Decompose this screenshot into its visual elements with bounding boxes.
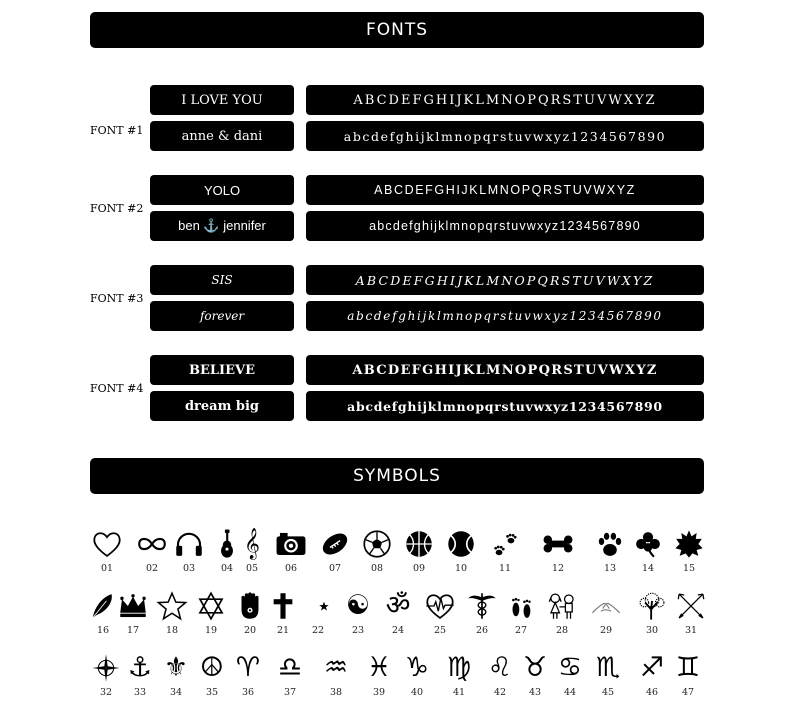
crown-icon (113, 590, 153, 622)
symbol-number: 09 (412, 563, 426, 574)
symbol-13 (590, 528, 630, 574)
symbol-40 (397, 652, 437, 698)
symbol-number: 38 (329, 687, 343, 698)
symbol-43 (515, 652, 555, 698)
symbol-07 (315, 528, 355, 574)
symbol-number: 07 (328, 563, 342, 574)
symbol-number: 30 (645, 625, 659, 636)
gemini-icon: ♊ (675, 652, 701, 683)
font-3-label: FONT #3 (90, 292, 144, 305)
crescent-star-icon (298, 590, 338, 622)
paw-prints-icon (485, 528, 525, 560)
symbol-25 (420, 590, 460, 636)
cancer-icon: ♋ (557, 652, 583, 683)
fonts-banner: FONTS (90, 12, 704, 48)
capricorn-icon: ♑ (404, 652, 430, 683)
symbol-02 (132, 528, 172, 574)
symbol-23 (338, 590, 378, 636)
font-3-uppercase-alphabet: ABCDEFGHIJKLMNOPQRSTUVWXYZ (306, 265, 704, 295)
font-2-sample-upper: YOLO (150, 175, 294, 205)
symbol-number: 11 (498, 563, 512, 574)
font-1-sample-lower: anne & dani (150, 121, 294, 151)
symbol-number: 22 (311, 625, 325, 636)
symbol-36 (228, 652, 268, 698)
symbol-number: 10 (454, 563, 468, 574)
leo-icon: ♌ (487, 652, 513, 683)
yin-yang-icon: ☯ (345, 590, 371, 621)
aries-icon: ♈ (235, 652, 261, 683)
caduceus-icon (462, 590, 502, 622)
symbol-number: 42 (493, 687, 507, 698)
soccer-ball-icon (357, 528, 397, 560)
basketball-icon (399, 528, 439, 560)
cross-icon (263, 590, 303, 622)
pisces-icon: ♓ (366, 652, 392, 683)
tennis-ball-icon (441, 528, 481, 560)
symbol-12 (538, 528, 578, 574)
symbol-number: 32 (99, 687, 113, 698)
treble-clef-icon: 𝄞 (244, 528, 260, 559)
symbol-03 (169, 528, 209, 574)
font-3-sample-lower: forever (150, 301, 294, 331)
font-2-lowercase-alphabet: abcdefghijklmnopqrstuvwxyz1234567890 (306, 211, 704, 241)
symbol-number: 41 (452, 687, 466, 698)
om-icon: ॐ (385, 590, 411, 621)
headphones-icon (169, 528, 209, 560)
symbol-number: 15 (682, 563, 696, 574)
symbol-38 (316, 652, 356, 698)
symbol-number: 17 (126, 625, 140, 636)
symbol-number: 29 (599, 625, 613, 636)
symbols-banner: SYMBOLS (90, 458, 704, 494)
symbol-number: 36 (241, 687, 255, 698)
symbol-number: 44 (563, 687, 577, 698)
font-1-label: FONT #1 (90, 124, 144, 137)
symbol-number: 16 (96, 625, 110, 636)
symbol-41 (439, 652, 479, 698)
font-1-lowercase-alphabet: abcdefghijklmnopqrstuvwxyz1234567890 (306, 121, 704, 151)
symbol-26 (462, 590, 502, 636)
heartbeat-icon (420, 590, 460, 622)
pinky-promise-icon (586, 590, 626, 622)
symbol-42 (480, 652, 520, 698)
symbol-number: 19 (204, 625, 218, 636)
symbol-number: 25 (433, 625, 447, 636)
symbol-number: 45 (601, 687, 615, 698)
symbol-number: 21 (276, 625, 290, 636)
symbol-45 (588, 652, 628, 698)
football-icon (315, 528, 355, 560)
symbol-number: 18 (165, 625, 179, 636)
symbol-number: 01 (100, 563, 114, 574)
symbol-34 (156, 652, 196, 698)
symbol-number: 33 (133, 687, 147, 698)
font-4-uppercase-alphabet: ABCDEFGHIJKLMNOPQRSTUVWXYZ (306, 355, 704, 385)
symbol-11 (485, 528, 525, 574)
symbol-05 (232, 528, 272, 574)
symbol-number: 05 (245, 563, 259, 574)
symbol-09 (399, 528, 439, 574)
footprints-icon (501, 590, 541, 622)
symbol-29 (586, 590, 626, 636)
symbol-08 (357, 528, 397, 574)
tree-icon (632, 590, 672, 622)
symbol-number: 31 (684, 625, 698, 636)
symbol-35 (192, 652, 232, 698)
symbol-33 (120, 652, 160, 698)
symbol-44 (550, 652, 590, 698)
symbol-number: 46 (645, 687, 659, 698)
font-3-lowercase-alphabet: abcdefghijklmnopqrstuvwxyz1234567890 (306, 301, 704, 331)
symbol-number: 12 (551, 563, 565, 574)
font-1-sample-upper: I LOVE YOU (150, 85, 294, 115)
symbol-number: 39 (372, 687, 386, 698)
font-4-lowercase-alphabet: abcdefghijklmnopqrstuvwxyz1234567890 (306, 391, 704, 421)
symbol-10 (441, 528, 481, 574)
symbol-31 (671, 590, 711, 636)
symbol-17 (113, 590, 153, 636)
symbol-30 (632, 590, 672, 636)
infinity-icon (132, 528, 172, 560)
symbol-number: 40 (410, 687, 424, 698)
fleur-de-lis-icon: ⚜ (163, 652, 189, 683)
font-3-sample-upper: SIS (150, 265, 294, 295)
virgo-icon: ♍ (446, 652, 472, 683)
sagittarius-icon: ♐ (639, 652, 665, 683)
symbol-number: 35 (205, 687, 219, 698)
symbol-number: 23 (351, 625, 365, 636)
symbol-number: 28 (555, 625, 569, 636)
shamrock-icon (628, 528, 668, 560)
symbol-39 (359, 652, 399, 698)
symbol-number: 34 (169, 687, 183, 698)
symbol-47 (668, 652, 708, 698)
symbol-number: 04 (220, 563, 234, 574)
symbol-number: 47 (681, 687, 695, 698)
scorpio-icon: ♏ (595, 652, 621, 683)
symbol-37 (270, 652, 310, 698)
font-2-sample-lower: ben ⚓ jennifer (150, 211, 294, 241)
peace-icon: ☮ (199, 652, 225, 683)
star-icon (152, 590, 192, 622)
font-4-label: FONT #4 (90, 382, 144, 395)
aquarius-icon: ♒ (323, 652, 349, 683)
symbol-number: 03 (182, 563, 196, 574)
symbol-number: 43 (528, 687, 542, 698)
taurus-icon: ♉ (522, 652, 548, 683)
font-1-uppercase-alphabet: ABCDEFGHIJKLMNOPQRSTUVWXYZ (306, 85, 704, 115)
symbol-14 (628, 528, 668, 574)
font-2-label: FONT #2 (90, 202, 144, 215)
symbol-number: 26 (475, 625, 489, 636)
symbol-18 (152, 590, 192, 636)
symbol-22 (298, 590, 338, 636)
crossed-arrows-icon (671, 590, 711, 622)
font-2-uppercase-alphabet: ABCDEFGHIJKLMNOPQRSTUVWXYZ (306, 175, 704, 205)
symbol-19 (191, 590, 231, 636)
symbol-06 (271, 528, 311, 574)
paw-icon (590, 528, 630, 560)
symbol-number: 06 (284, 563, 298, 574)
dog-bone-icon (538, 528, 578, 560)
symbol-number: 13 (603, 563, 617, 574)
symbol-number: 08 (370, 563, 384, 574)
symbol-01 (87, 528, 127, 574)
symbol-number: 20 (243, 625, 257, 636)
libra-icon: ♎ (277, 652, 303, 683)
font-4-sample-upper: BELIEVE (150, 355, 294, 385)
symbol-28 (542, 590, 582, 636)
symbol-21 (263, 590, 303, 636)
camera-icon (271, 528, 311, 560)
heart-icon (87, 528, 127, 560)
symbol-number: 27 (514, 625, 528, 636)
symbol-27 (501, 590, 541, 636)
symbol-24 (378, 590, 418, 636)
symbol-number: 02 (145, 563, 159, 574)
symbol-number: 14 (641, 563, 655, 574)
font-4-sample-lower: dream big (150, 391, 294, 421)
symbol-number: 24 (391, 625, 405, 636)
star-of-david-icon (191, 590, 231, 622)
anchor-icon: ⚓ (127, 652, 153, 683)
symbol-number: 37 (283, 687, 297, 698)
symbol-15 (669, 528, 709, 574)
kids-icon (542, 590, 582, 622)
symbol-46 (632, 652, 672, 698)
sun-burst-icon (669, 528, 709, 560)
